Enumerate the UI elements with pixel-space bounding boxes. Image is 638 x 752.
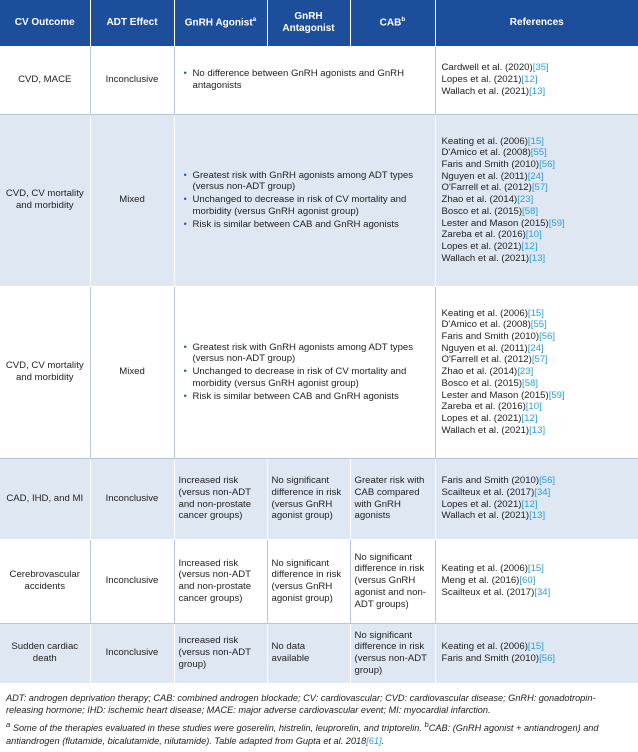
citation-link[interactable]: [12] — [521, 498, 538, 510]
header-cab: CAB$^b$ — [350, 0, 435, 46]
reference-entry — [442, 475, 635, 487]
reference-entry — [442, 241, 635, 253]
reference-entry — [442, 319, 635, 331]
reference-entry — [442, 378, 635, 390]
reference-entry — [442, 641, 635, 653]
cell-gnrh-antagonist: No significant difference in risk (versus GnRH agonist group) — [267, 458, 350, 539]
table-row — [0, 539, 638, 623]
citation-link[interactable]: [13] — [529, 510, 546, 522]
cell-cv-outcome: CVD, CV mortality and morbidity — [0, 114, 90, 286]
cell-cab: No significant difference in risk (versus non-ADT group) — [350, 623, 435, 683]
citation-link[interactable]: [56] — [539, 475, 556, 487]
reference-author: Nguyen et al. (2011) — [441, 170, 528, 182]
reference-entry — [442, 159, 635, 171]
reference-entry — [442, 390, 635, 402]
reference-author: Lopes et al. (2021) — [441, 412, 522, 424]
reference-author: Faris and Smith (2010) — [441, 331, 540, 343]
citation-link[interactable]: [15] — [527, 563, 544, 575]
reference-author: Faris and Smith (2010) — [441, 159, 540, 171]
citation-link[interactable]: [13] — [529, 85, 546, 97]
reference-entry — [442, 194, 635, 206]
finding-item: • Unchanged to decrease in risk of CV mortality and morbidity (versus GnRH agonist group) — [193, 366, 431, 389]
reference-entry — [442, 401, 635, 413]
citation-link[interactable]: [56] — [539, 331, 556, 343]
finding-item: • Greatest risk with GnRH agonists among ADT types (versus non-ADT group) — [193, 342, 431, 365]
finding-item: • Greatest risk with GnRH agonists among ADT types (versus non-ADT group) — [193, 170, 431, 193]
cell-adt-effect: Inconclusive — [90, 623, 174, 683]
cell-references — [435, 623, 638, 683]
reference-author: Faris and Smith (2010) — [441, 653, 540, 664]
cell-adt-effect: Inconclusive — [90, 539, 174, 623]
citation-link[interactable]: [59] — [548, 389, 565, 401]
reference-entry — [442, 182, 635, 194]
table-row — [0, 114, 638, 286]
cell-findings-bullets — [174, 46, 435, 114]
reference-author: Lopes et al. (2021) — [441, 498, 522, 510]
reference-entry — [442, 171, 635, 183]
reference-author: Bosco et al. (2015) — [441, 377, 523, 389]
reference-entry — [442, 62, 635, 74]
cell-findings-bullets — [174, 286, 435, 458]
table-row — [0, 286, 638, 458]
reference-author: Keating et al. (2006) — [441, 641, 528, 653]
reference-author: Cardwell et al. (2020) — [441, 62, 533, 74]
citation-link[interactable]: [59] — [548, 217, 565, 229]
reference-entry — [442, 136, 635, 148]
reference-author: Lopes et al. (2021) — [441, 240, 522, 252]
reference-entry — [442, 354, 635, 366]
findings-list — [179, 170, 431, 231]
reference-author: Nguyen et al. (2011) — [441, 342, 528, 354]
reference-author: Wallach et al. (2021) — [441, 252, 530, 264]
citation-link[interactable]: [24] — [527, 170, 544, 182]
cell-references — [435, 114, 638, 286]
cell-gnrh-agonist: Increased risk (versus non-ADT group) — [174, 623, 267, 683]
finding-item: • Risk is similar between CAB and GnRH agonists — [193, 219, 431, 231]
reference-entry — [442, 653, 635, 665]
reference-entry — [442, 206, 635, 218]
reference-author: Keating et al. (2006) — [441, 307, 528, 319]
reference-entry — [442, 74, 635, 86]
reference-author: Faris and Smith (2010) — [441, 475, 540, 487]
reference-entry — [442, 86, 635, 98]
cell-references — [435, 539, 638, 623]
reference-entry — [442, 218, 635, 230]
reference-author: Zareba et al. (2016) — [441, 401, 526, 413]
cell-cv-outcome: Sudden cardiac death — [0, 623, 90, 683]
table-row — [0, 46, 638, 114]
table-notes — [0, 684, 638, 748]
cell-cv-outcome: CAD, IHD, and MI — [0, 458, 90, 539]
cell-cv-outcome: CVD, MACE — [0, 46, 90, 114]
reference-entry — [442, 343, 635, 355]
reference-author: Wallach et al. (2021) — [441, 85, 530, 97]
cell-cab: No significant difference in risk (versus GnRH agonist and non-ADT groups) — [350, 539, 435, 623]
citation-link[interactable]: [12] — [521, 73, 538, 85]
citation-link[interactable]: [13] — [529, 424, 546, 436]
header-cv-outcome: CV Outcome — [0, 0, 90, 46]
header-gnrh-agonist: GnRH Agonist$^a$ — [174, 0, 267, 46]
reference-author: Wallach et al. (2021) — [441, 510, 530, 522]
cell-adt-effect: Mixed — [90, 114, 174, 286]
reference-author: Keating et al. (2006) — [441, 135, 528, 147]
citation-link[interactable]: [35] — [532, 62, 549, 74]
reference-author: O'Farrell et al. (2012) — [441, 182, 532, 194]
reference-entry — [442, 487, 635, 499]
cell-cv-outcome: Cerebrovascular accidents — [0, 539, 90, 623]
reference-author: Lester and Mason (2015) — [441, 217, 549, 229]
citation-link[interactable]: [23] — [517, 194, 534, 206]
table-header-row — [0, 0, 638, 46]
finding-item: • Risk is similar between CAB and GnRH agonists — [193, 391, 431, 403]
reference-entry — [442, 413, 635, 425]
citation-link[interactable]: [55] — [530, 319, 547, 331]
reference-author: Lopes et al. (2021) — [441, 73, 522, 85]
citation-link[interactable]: [56] — [539, 653, 556, 664]
finding-item: • No difference between GnRH agonists and GnRH antagonists — [193, 68, 431, 91]
cell-gnrh-antagonist: No significant difference in risk (versus GnRH agonist group) — [267, 539, 350, 623]
cell-references — [435, 458, 638, 539]
citation-link[interactable]: [34] — [534, 586, 551, 598]
table-row — [0, 623, 638, 683]
findings-list — [179, 342, 431, 403]
citation-link[interactable]: [23] — [517, 366, 534, 378]
citation-link[interactable]: [13] — [529, 252, 546, 264]
reference-author: D'Amico et al. (2008) — [441, 147, 531, 159]
reference-entry — [442, 366, 635, 378]
reference-entry — [442, 575, 635, 587]
header-references: References — [435, 0, 638, 46]
cell-cab: Greater risk with CAB compared with GnRH agonists — [350, 458, 435, 539]
reference-author: O'Farrell et al. (2012) — [441, 354, 532, 366]
citation-link[interactable]: [34] — [534, 486, 551, 498]
citation-link[interactable]: [15] — [527, 135, 544, 147]
reference-author: Meng et al. (2016) — [441, 575, 520, 587]
reference-entry — [442, 253, 635, 265]
header-adt-effect: ADT Effect — [90, 0, 174, 46]
reference-author: Scailteux et al. (2017) — [441, 586, 535, 598]
cell-references — [435, 286, 638, 458]
cell-references — [435, 46, 638, 114]
finding-item: • Unchanged to decrease in risk of CV mortality and morbidity (versus GnRH agonist group) — [193, 194, 431, 217]
reference-author: Zhao et al. (2014) — [441, 194, 518, 206]
reference-author: Scailteux et al. (2017) — [441, 486, 535, 498]
citation-link[interactable]: [10] — [525, 229, 542, 241]
citation-link[interactable]: [56] — [539, 159, 556, 171]
cell-cv-outcome: CVD, CV mortality and morbidity — [0, 286, 90, 458]
footnotes: $^a$ Some of the therapies evaluated in these studies were goserelin, histrelin, leuprorelin, and triptorelin. $^b$CAB: (GnRH agonist + antiandrogen) and antiandrogen (flutamide, bicalutamide, nilutamide). Table adapted from Gupta et al. 2018[61]. — [6, 720, 599, 746]
reference-entry — [442, 563, 635, 575]
reference-entry — [442, 499, 635, 511]
reference-author: D'Amico et al. (2008) — [441, 319, 531, 331]
reference-entry — [442, 331, 635, 343]
cell-adt-effect: Inconclusive — [90, 458, 174, 539]
cell-findings-bullets — [174, 114, 435, 286]
citation-link[interactable]: [58] — [522, 377, 539, 389]
reference-entry — [442, 587, 635, 599]
citation-link[interactable]: [57] — [531, 182, 548, 194]
reference-author: Bosco et al. (2015) — [441, 205, 523, 217]
reference-author: Wallach et al. (2021) — [441, 424, 530, 436]
citation-link[interactable]: [15] — [527, 641, 544, 653]
reference-author: Zareba et al. (2016) — [441, 229, 526, 241]
reference-author: Lester and Mason (2015) — [441, 389, 549, 401]
header-gnrh-antagonist: GnRH Antagonist — [267, 0, 350, 46]
reference-entry — [442, 229, 635, 241]
cell-gnrh-agonist: Increased risk (versus non-ADT and non-prostate cancer groups) — [174, 539, 267, 623]
cell-gnrh-antagonist: No data available — [267, 623, 350, 683]
citation-link[interactable]: [58] — [522, 205, 539, 217]
citation-link[interactable]: [12] — [521, 240, 538, 252]
cell-gnrh-agonist: Increased risk (versus non-ADT and non-prostate cancer groups) — [174, 458, 267, 539]
citation-link[interactable]: [61] — [366, 735, 382, 746]
reference-entry — [442, 308, 635, 320]
findings-list — [179, 68, 431, 91]
table-row — [0, 458, 638, 539]
reference-entry — [442, 425, 635, 437]
reference-author: Zhao et al. (2014) — [441, 366, 518, 378]
abbreviations-note: ADT: androgen deprivation therapy; CAB: combined androgen blockade; CV: cardiovascular; CVD: cardiovascular disease; GnRH: gonadotropin-releasing hormone; IHD: ischemic heart disease; MACE: major adverse cardiovascular event; MI: myocardial infarction. — [6, 692, 596, 715]
reference-author: Keating et al. (2006) — [441, 563, 528, 575]
cell-adt-effect: Inconclusive — [90, 46, 174, 114]
citation-link[interactable]: [24] — [527, 342, 544, 354]
cell-adt-effect: Mixed — [90, 286, 174, 458]
citation-link[interactable]: [57] — [531, 354, 548, 366]
citation-link[interactable]: [12] — [521, 412, 538, 424]
citation-link[interactable]: [15] — [527, 307, 544, 319]
citation-link[interactable]: [10] — [525, 401, 542, 413]
citation-link[interactable]: [60] — [519, 575, 536, 587]
reference-entry — [442, 147, 635, 159]
reference-entry — [442, 510, 635, 522]
citation-link[interactable]: [55] — [530, 147, 547, 159]
